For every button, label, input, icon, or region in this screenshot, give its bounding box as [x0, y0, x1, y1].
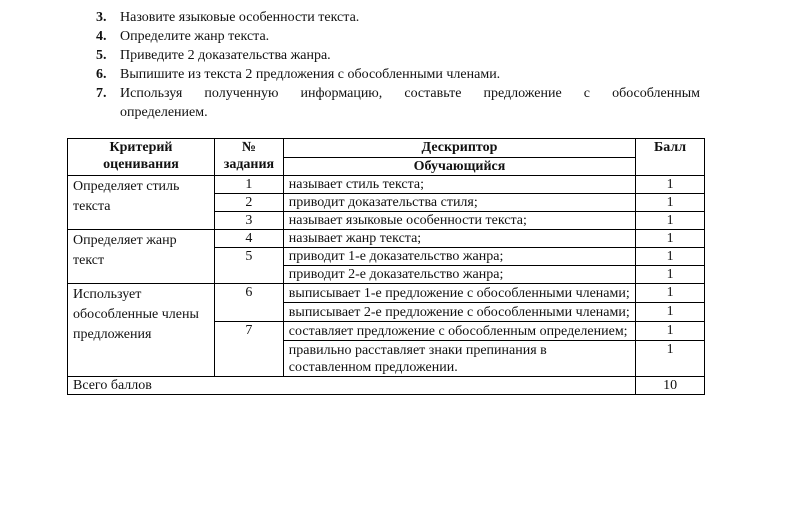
task-number: 7.: [96, 86, 107, 101]
task-text: Назовите языковые особенности текста.: [120, 10, 360, 25]
descriptor-text: правильно расставляет знаки препинания в составленном предложении.: [288, 343, 547, 375]
task-item: [96, 65, 700, 84]
task-item: [96, 8, 700, 27]
descriptor-text: выписывает 1-е предложение с обособленными членами;: [288, 286, 630, 301]
task-text: [120, 84, 700, 122]
assessment-table: [67, 138, 705, 395]
descriptor-cell: [283, 303, 635, 322]
descriptor-cell: приводит 2-е доказательство жанра;: [283, 266, 635, 284]
descriptor-cell: называет стиль текста;: [283, 176, 635, 194]
task-item: [96, 84, 700, 122]
score-cell: 1: [636, 266, 705, 284]
total-score: 10: [636, 377, 705, 395]
score-cell: 1: [636, 194, 705, 212]
descriptor-text: составляет предложение с обособленным определением;: [288, 324, 628, 339]
total-label: Всего баллов: [68, 377, 636, 395]
task-number-cell: 2: [215, 194, 284, 212]
header-score: Балл: [636, 139, 705, 176]
task-list: [96, 8, 700, 122]
task-item: [96, 27, 700, 46]
descriptor-text: выписывает 2-е предложение с обособленными членами;: [288, 305, 630, 320]
task-number: 3.: [96, 10, 107, 25]
score-cell: 1: [636, 284, 705, 303]
criterion-cell: [68, 230, 215, 284]
score-cell: 1: [636, 176, 705, 194]
criterion-cell: [68, 284, 215, 377]
task-number-cell: 7: [215, 322, 284, 377]
score-cell: 1: [636, 322, 705, 341]
task-text-line: определением.: [120, 105, 208, 120]
criterion-text: Определяет жанр текст: [73, 233, 177, 268]
descriptor-cell: [283, 341, 635, 377]
task-number: 6.: [96, 67, 107, 82]
task-number-cell: 1: [215, 176, 284, 194]
descriptor-cell: называет жанр текста;: [283, 230, 635, 248]
header-task-number: № задания: [215, 139, 284, 176]
descriptor-cell: называет языковые особенности текста;: [283, 212, 635, 230]
descriptor-cell: [283, 322, 635, 341]
descriptor-cell: [283, 284, 635, 303]
criterion-cell: [68, 176, 215, 230]
task-number-cell: 6: [215, 284, 284, 322]
descriptor-cell: приводит 1-е доказательство жанра;: [283, 248, 635, 266]
table-header-row: [68, 139, 705, 158]
table-row: [68, 284, 705, 303]
table-row: [68, 230, 705, 248]
score-cell: 1: [636, 248, 705, 266]
task-text-line: Используя полученную информацию, составьте предложение с обособленным: [120, 86, 700, 101]
task-number: 4.: [96, 29, 107, 44]
task-text: Выпишите из текста 2 предложения с обособленными членами.: [120, 67, 501, 82]
task-number: 5.: [96, 48, 107, 63]
task-number-cell: 4: [215, 230, 284, 248]
table-row: [68, 176, 705, 194]
header-criterion: Критерий оценивания: [68, 139, 215, 176]
score-cell: 1: [636, 341, 705, 377]
descriptor-cell: приводит доказательства стиля;: [283, 194, 635, 212]
score-cell: 1: [636, 303, 705, 322]
header-learner: Обучающийся: [283, 158, 635, 176]
total-row: [68, 377, 705, 395]
task-number-cell: 3: [215, 212, 284, 230]
score-cell: 1: [636, 230, 705, 248]
task-number-cell: 5: [215, 248, 284, 284]
task-text: Определите жанр текста.: [120, 29, 270, 44]
task-text: Приведите 2 доказательства жанра.: [120, 48, 331, 63]
criterion-text: Определяет стиль текста: [73, 179, 180, 214]
score-cell: 1: [636, 212, 705, 230]
criterion-text: Использует обособленные члены предложения: [73, 287, 199, 342]
task-item: [96, 46, 700, 65]
header-descriptor: Дескриптор: [283, 139, 635, 158]
